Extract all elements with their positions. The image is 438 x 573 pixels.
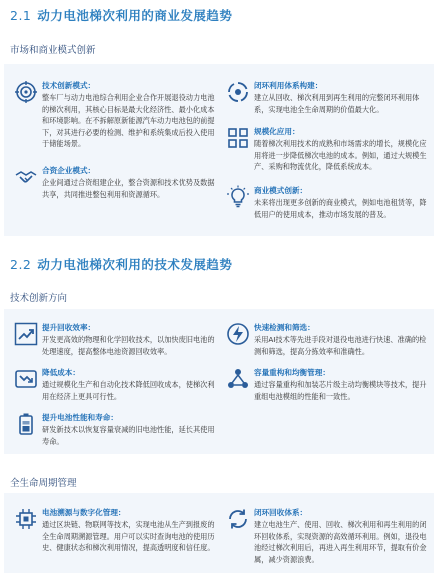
item-closed-loop-recycling (226, 507, 430, 569)
item-title: 容量重构和均衡管理： (254, 368, 330, 377)
item-title: 闭环利用体系构建： (254, 81, 323, 90)
item-body: 采用AI技术等先进手段对退役电池进行快速、准确的检测和筛选，提高分拣效率和准确性。 (254, 335, 427, 356)
item-body: 未来将出现更多创新的商业模式，例如电池租赁等，降低用户的使用成本，推动市场发展的普及。 (254, 198, 427, 219)
item-title: 降低成本： (42, 368, 80, 377)
item-business-model-innovation (226, 185, 430, 225)
item-title: 提升电池性能和寿命： (42, 413, 118, 422)
item-body: 通过区块链、物联网等技术，实现电池从生产到报废的全生命周期溯源管理。用户可以实时查询电池的使用历史、健康状态和梯次利用情况，提高透明度和信任度。 (42, 520, 215, 553)
item-reduce-cost (14, 367, 218, 405)
cost-down-icon (14, 367, 38, 391)
item-body: 开发更高效的物理和化学回收技术，以加快废旧电池的处理速度，提高整体电池资源回收效率。 (42, 335, 215, 356)
section-title-2-1: 2.1 动力电池梯次利用的商业发展趋势 (10, 8, 233, 23)
item-body: 企业间通过合资组建企业，整合资源和技术优势及数据共享，共同推进整包利用和资源循环。 (42, 178, 215, 199)
subhead-market-innovation: 市场和商业模式创新 (10, 45, 96, 56)
item-joint-venture-mode (14, 165, 218, 205)
network-icon (226, 367, 250, 391)
item-body: 随着梯次利用技术的成熟和市场需求的增长，规模化应用将进一步降低梯次电池的成本。例如，通过大规模生产、采购和物流优化，降低系统成本。 (254, 139, 427, 172)
item-title: 快速检测和筛选： (254, 323, 315, 332)
item-title: 规模化应用： (254, 127, 300, 136)
item-title: 提升回收效率： (42, 323, 96, 332)
item-body: 建立从回收、梯次利用到再生利用的完整闭环利用体系，实现电池全生命周期的价值最大化。 (254, 93, 420, 114)
modules-icon (226, 126, 250, 150)
item-body: 通过容量重构和加装芯片级主动均衡模块等技术，提升重组电池模组的性能和一致性。 (254, 380, 427, 401)
item-improve-recycling-efficiency (14, 322, 218, 360)
item-improve-battery-performance (14, 412, 218, 450)
item-title: 商业模式创新： (254, 186, 308, 195)
chip-icon (14, 507, 38, 531)
trend-up-icon (14, 322, 38, 346)
section-title-2-2: 2.2 动力电池梯次利用的技术发展趋势 (10, 257, 233, 272)
item-body: 通过规模化生产和自动化技术降低回收成本，使梯次利用在经济上更具可行性。 (42, 380, 215, 401)
item-traceability-digital-management (14, 507, 218, 569)
item-closed-loop-system (226, 80, 430, 120)
item-title: 闭环回收体系： (254, 508, 308, 517)
item-body: 研发新技术以恢复容量衰减的旧电池性能，延长其使用寿命。 (42, 425, 215, 446)
item-capacity-reconfiguration (226, 367, 430, 405)
handshake-icon (14, 165, 38, 189)
item-body: 整车厂与动力电池综合利用企业合作开展退役动力电池的梯次利用，其核心目标是最大化经济性、最小化成本和环境影响。在不拆解原新能源汽车动力电池包的前提下，对其进行必要的检测、维护和系统集成后投入使用于储能场景。 (42, 93, 215, 149)
item-title: 技术创新模式： (42, 81, 96, 90)
recycle-icon (226, 80, 250, 104)
cycle-icon (226, 507, 250, 531)
battery-level-icon (14, 412, 38, 436)
item-fast-detection-screening (226, 322, 430, 360)
subhead-tech-direction: 技术创新方向 (10, 293, 68, 304)
lightbulb-icon (226, 185, 250, 209)
target-icon (14, 80, 38, 104)
item-scale-application (226, 126, 430, 176)
item-tech-innovation-mode (14, 80, 218, 170)
item-body: 建立电池生产、使用、回收、梯次利用和再生利用的闭环回收体系，实现资源的高效循环利用。例如，退役电池经过梯次利用后，再进入再生利用环节，提取有价金属，减少资源浪费。 (254, 520, 427, 564)
speed-icon (226, 322, 250, 346)
item-title: 电池溯源与数字化管理： (42, 508, 126, 517)
subhead-lifecycle-management: 全生命周期管理 (10, 478, 77, 489)
item-title: 合资企业模式： (42, 166, 96, 175)
